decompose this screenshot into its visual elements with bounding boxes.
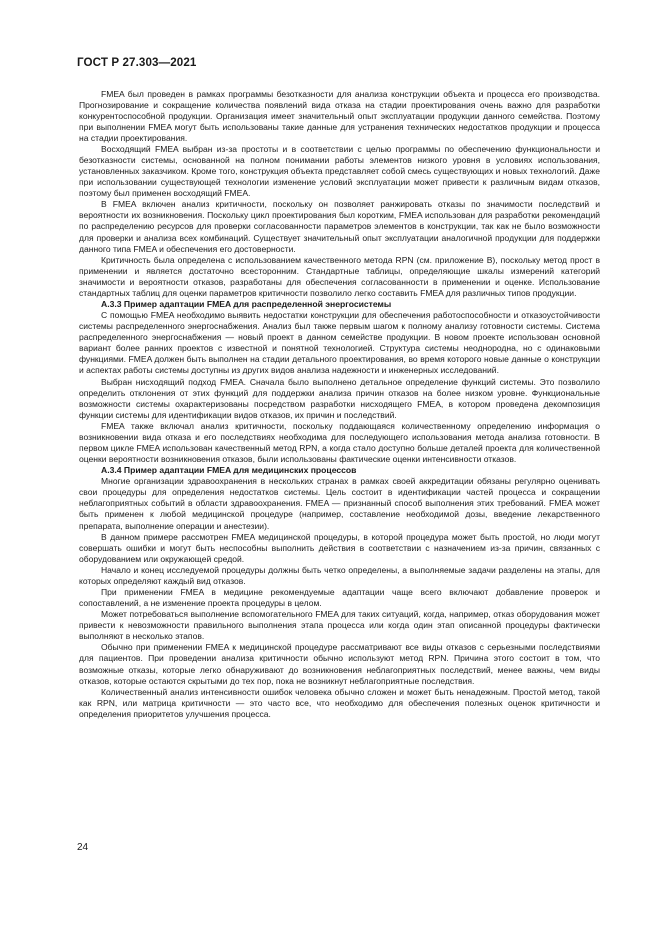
paragraph: Количественный анализ интенсивности ошибок человека обычно сложен и может быть ненадежным. Простой метод, такой как RPN, или матрица критичности — это часто все, что необходимо для обеспечения полезных оценок критичности и определения приоритетов улучшения процесса.: [79, 686, 600, 719]
paragraph: Может потребоваться выполнение вспомогательного FMEA для таких ситуаций, когда, например, отказ оборудования может привести к невозможности правильного выполнения этапа процесса или когда один этап описанной процедуры фактически выполняют в несколько этапов.: [79, 609, 600, 642]
paragraph: В FMEA включен анализ критичности, поскольку он позволяет ранжировать отказы по значимости последствий и вероятности их возникновения. Поскольку цикл проектирования был коротким, FMEA использован для разработки рекомендаций по распределению ресурсов для проверки согласованности параметров элементов в конструкции, так как не было возможности для проверки и анализа всех комбинаций. Существует значительный опыт эксплуатации аналогичной продукции для поддержки данного типа FMEA и обеспечения его достоверности.: [79, 199, 600, 254]
paragraph: Начало и конец исследуемой процедуры должны быть четко определены, а выполняемые задачи разделены на этапы, для которых определяют каждый вид отказов.: [79, 564, 600, 586]
paragraph: Выбран нисходящий подход FMEA. Сначала было выполнено детальное определение функций системы. Это позволило определить отклонения от этих функций для поддержки анализа причин отказов на более низком уровне. Функциональные возможности системы охарактеризованы посредством разработки нисходящего FMEA, в котором проведена декомпозиция функции системы для идентификации видов отказов, их причин и последствий.: [79, 376, 600, 420]
paragraph: Восходящий FMEA выбран из-за простоты и в соответствии с целью программы по обеспечению функциональности и безотказности системы, основанной на полном понимании работы элементов низкого уровня в условиях использования, установленных заказчиком. Кроме того, конструкция объекта представляет собой смесь существующих и новых технологий. Даже при использовании существующей технологии изменение условий эксплуатации может привести к различным видам отказов, поэтому был применен восходящий FMEA.: [79, 143, 600, 199]
paragraph: FMEA был проведен в рамках программы безотказности для анализа конструкции объекта и процесса его производства. Прогнозирование и сокращение количества появлений вида отказа на стадии проектирования очень важно для разработки конкурентоспособной продукции. Организация имеет значительный опыт эксплуатации продукции данного семейства. Поэтому при выполнении FMEA могут быть использованы такие данные для устранения технических недостатков продукции и процесса на стадии проектирования.: [79, 88, 600, 143]
paragraph: При применении FMEA в медицине рекомендуемые адаптации чаще всего включают добавление проверок и сопоставлений, а не изменение проекта процедуры в целом.: [79, 587, 600, 609]
paragraph: Многие организации здравоохранения в нескольких странах в рамках своей аккредитации обязаны регулярно оценивать свои процедуры для определения недостатков системы. Цель состоит в идентификации частей процесса и сокращении неблагоприятных событий в области здравоохранения. FMEA — признанный способ выполнения этих требований. FMEA может быть применен к любой медицинской процедуре (например, составление необходимой дозы, введение лекарственного препарата, выполнение операции и анестезии).: [79, 476, 600, 531]
paragraph: В данном примере рассмотрен FMEA медицинской процедуры, в которой процедура может быть простой, но люди могут совершать ошибки и могут быть неспособны выполнить действия в соответствии с назначением из-за причин, связанных с оборудованием или окружающей средой.: [79, 531, 600, 564]
section-heading: А.3.3 Пример адаптации FMEA для распределенной энергосистемы: [101, 298, 392, 309]
paragraph: FMEA также включал анализ критичности, поскольку поддающаяся количественному определению информация о возникновении вида отказа и его последствиях необходима для последующего использования метода анализа готовности. В первом цикле FMEA использован качественный метод RPN, а когда стало доступно больше деталей проекта для количественной оценки вероятности возникновения отказов, были использованы фактические оценки интенсивности отказов.: [79, 420, 600, 465]
paragraph: С помощью FMEA необходимо выявить недостатки конструкции для обеспечения работоспособности и отказоустойчивости системы распределенного энергоснабжения. Анализ был также первым шагом к полному анализу готовности системы. Система распределенного энергоснабжения — новый проект в данном семействе продукции. В новом проекте использован основной вариант более ранних проектов с известной и понятной технологией. Структура системы неоднородна, но с одинаковыми функциями. FMEA должен быть выполнен на стадии детального проектирования, во время которого новые данные о конструкции и аспектах работы системы доступны из других видов анализа надежности и инженерных исследований.: [79, 310, 600, 376]
document-body: [79, 89, 600, 720]
paragraph: Обычно при применении FMEA к медицинской процедуре рассматривают все виды отказов с серьезными последствиями для пациентов. При проведении анализа критичности обычно используют метод RPN. Причина этого состоит в том, что возможные отказы, которые легко обнаруживают до возникновения неблагоприятных последствий, менее важны, чем виды отказов, которые остаются скрытыми до тех пор, пока не возникнут неблагоприятные последствия.: [79, 642, 600, 686]
page-number: 24: [77, 842, 89, 853]
paragraph: Критичность была определена с использованием качественного метода RPN (см. приложение В), поскольку метод прост в применении и является достаточно всесторонним. Стандартные таблицы, определяющие шкалы измерений категорий значимости и вероятности отказов, разработаны для обеспечения согласованности в применении и оценке. Использование стандартных таблиц для оценки параметров критичности позволило легко составить FMEA для различных типов продукции.: [79, 254, 600, 298]
document-header: ГОСТ Р 27.303—2021: [77, 56, 197, 69]
section-heading: А.3.4 Пример адаптации FMEA для медицинских процессов: [101, 465, 357, 476]
